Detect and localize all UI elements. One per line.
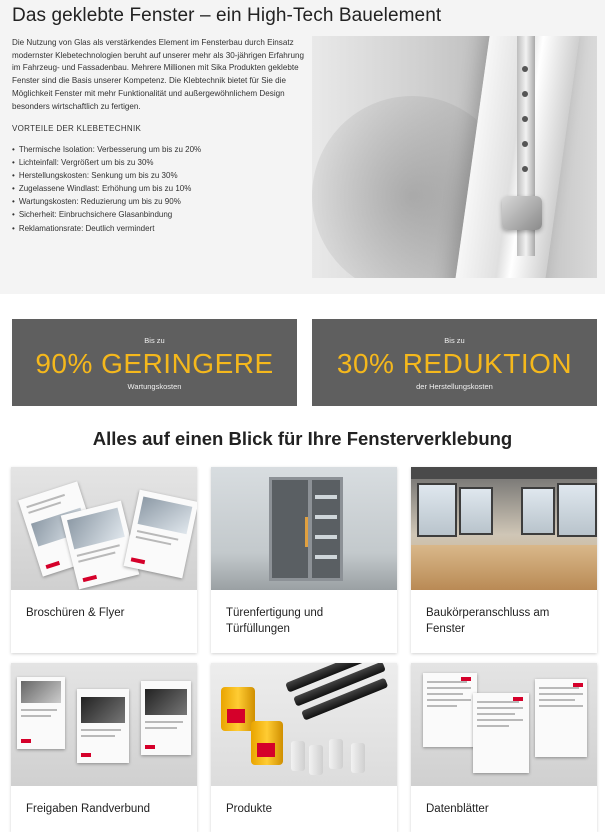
card-label: Baukörperanschluss am Fenster (426, 607, 550, 635)
card-building-connection[interactable] (411, 467, 597, 653)
door-image (211, 467, 397, 590)
card-data-sheets[interactable] (411, 663, 597, 832)
card-label: Türenfertigung und Türfüllungen (226, 607, 324, 635)
stat-prefix: Bis zu (144, 336, 165, 345)
card-door-production[interactable] (211, 467, 397, 653)
stat-prefix: Bis zu (444, 336, 465, 345)
room-image (411, 467, 597, 590)
stat-value: 90% GERINGERE (35, 348, 274, 379)
intro-section (0, 0, 605, 294)
card-label: Broschüren & Flyer (26, 607, 125, 619)
stat-caption: Wartungskosten (127, 382, 182, 391)
advantage-item: • Sicherheit: Einbruchsichere Glasanbindung (12, 208, 201, 221)
overview-heading: Alles auf einen Blick für Ihre Fensterverklebung (92, 428, 513, 449)
stat-maintenance-costs (12, 319, 297, 406)
datasheets-image (411, 663, 597, 786)
page-title: Das geklebte Fenster – ein High-Tech Bauelement (12, 5, 442, 26)
intro-text: Die Nutzung von Glas als verstärkendes Element im Fensterbau durch Einsatz modernster Klebetechnologien beruht auf unserer mehr als 30-jährigen Erfahrung im Fahrzeug- und Fassadenbau. Mehrere Millionen mit Sika Produkten geklebte Fenster sind die Basis unserer Kompetenz. Die Klebtechnik bietet für Sie die Möglichkeit Fenster mit mehr Funktionalität und außergewöhnlichem Design besonders wirtschaftlich zu fertigen. (12, 38, 304, 111)
card-label: Freigaben Randverbund (26, 803, 151, 815)
stat-production-costs (312, 319, 597, 406)
advantages-title: VORTEILE DER KLEBETECHNIK (12, 124, 142, 133)
window-fitting-hero-image (312, 36, 597, 278)
stat-caption: der Herstellungskosten (416, 382, 493, 391)
advantage-item: • Wartungskosten: Reduzierung um bis zu 90% (12, 195, 201, 208)
advantage-item: • Herstellungskosten: Senkung um bis zu 30% (12, 169, 201, 182)
advantages-list (12, 143, 201, 235)
products-image (211, 663, 397, 786)
approvals-image (11, 663, 197, 786)
card-label: Produkte (226, 803, 273, 815)
card-label: Datenblätter (426, 803, 489, 815)
brochures-image (11, 467, 197, 590)
advantage-item: • Reklamationsrate: Deutlich vermindert (12, 222, 201, 235)
card-brochures-flyer[interactable] (11, 467, 197, 653)
advantage-item: • Lichteinfall: Vergrößert um bis zu 30% (12, 156, 201, 169)
card-edge-seal-approvals[interactable] (11, 663, 197, 832)
card-products[interactable] (211, 663, 397, 832)
advantage-item: • Zugelassene Windlast: Erhöhung um bis zu 10% (12, 182, 201, 195)
stat-value: 30% REDUKTION (336, 348, 573, 379)
advantage-item: • Thermische Isolation: Verbesserung um bis zu 20% (12, 143, 201, 156)
